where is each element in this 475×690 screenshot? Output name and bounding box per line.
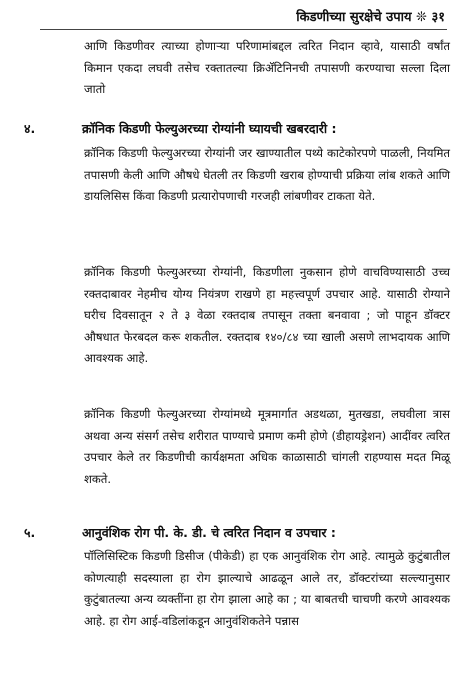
section-5-heading xyxy=(24,523,464,543)
section-4-title: क्रॉनिक किडणी फेल्युअरच्या रोग्यांनी घ्यायची खबरदारी : xyxy=(82,121,337,136)
section-5-title: आनुवंशिक रोग पी. के. डी. चे त्वरित निदान व उपचार : xyxy=(82,525,336,540)
section-4-paragraph-3: क्रॉनिक किडणी फेल्युअरच्या रोग्यांमध्ये मूत्रमार्गात अडथळा, मुतखडा, लघवीला त्रास अथवा अन्य संसर्ग तसेच शरीरात पाण्याचे प्रमाण कमी होणे (डीहायड्रेशन) आदींवर त्वरित उपचार केले तर किडणीची कार्यक्षमता अधिक काळासाठी चांगली राहण्यास मदत मिळू शकते. xyxy=(84,407,450,486)
header-rule xyxy=(40,29,447,30)
section-4-paragraph-2: क्रॉनिक किडणी फेल्युअरच्या रोग्यांनी, किडणीला नुकसान होणे वाचविण्यासाठी उच्च रक्तदाबावर नेहमीच योग्य नियंत्रण राखणे हा महत्त्वपूर्ण उपचार आहे. यासाठी रोग्याने घरीच दिवसातून २ ते ३ वेळा रक्तदाब तपासून तक्ता बनवावा ; जो पाहून डॉक्टर औषधात फेरबदल करू शकतील. रक्तदाब १४०/८४ च्या खाली असणे लाभदायक आणि आवश्यक आहे. xyxy=(84,265,450,366)
running-head: किडणीच्या सुरक्षेचे उपाय ❊ ३१ xyxy=(296,10,445,25)
section-4-paragraph-1: क्रॉनिक किडणी फेल्युअरच्या रोग्यांनी जर खाण्यातील पथ्ये काटेकोरपणे पाळली, नियमित तपासणी केली आणि औषधे घेतली तर किडणी खराब होण्याची प्रक्रिया लांब शकते आणि डायलिसिस किंवा किडणी प्रत्यारोपणाची गरजही लांबणीवर टाकता येते. xyxy=(84,146,450,204)
intro-paragraph: आणि किडणीवर त्याच्या होणाऱ्या परिणामांबद्दल त्वरित निदान व्हावे, यासाठी वर्षांत किमान एकदा लघवी तसेच रक्तातल्या क्रिॲटिनिनची तपासणी करण्याचा सल्ला दिला जातो xyxy=(84,39,450,97)
section-4-heading xyxy=(24,119,464,139)
section-4-number: ४. xyxy=(24,121,36,136)
section-5-number: ५. xyxy=(24,525,36,540)
section-5-paragraph-1: पॉलिसिस्टिक किडणी डिसीज (पीकेडी) हा एक आनुवंशिक रोग आहे. त्यामुळे कुटुंबातील कोणत्याही सदस्याला हा रोग झाल्याचे आढळून आले तर, डॉक्टरांच्या सल्ल्यानुसार कुटुंबातल्या अन्य व्यक्तींना हा रोग झाला आहे का ; या बाबतची चाचणी करणे आवश्यक आहे. हा रोग आई-वडिलांकडून आनुवंशिकतेने पन्नास xyxy=(84,549,450,628)
